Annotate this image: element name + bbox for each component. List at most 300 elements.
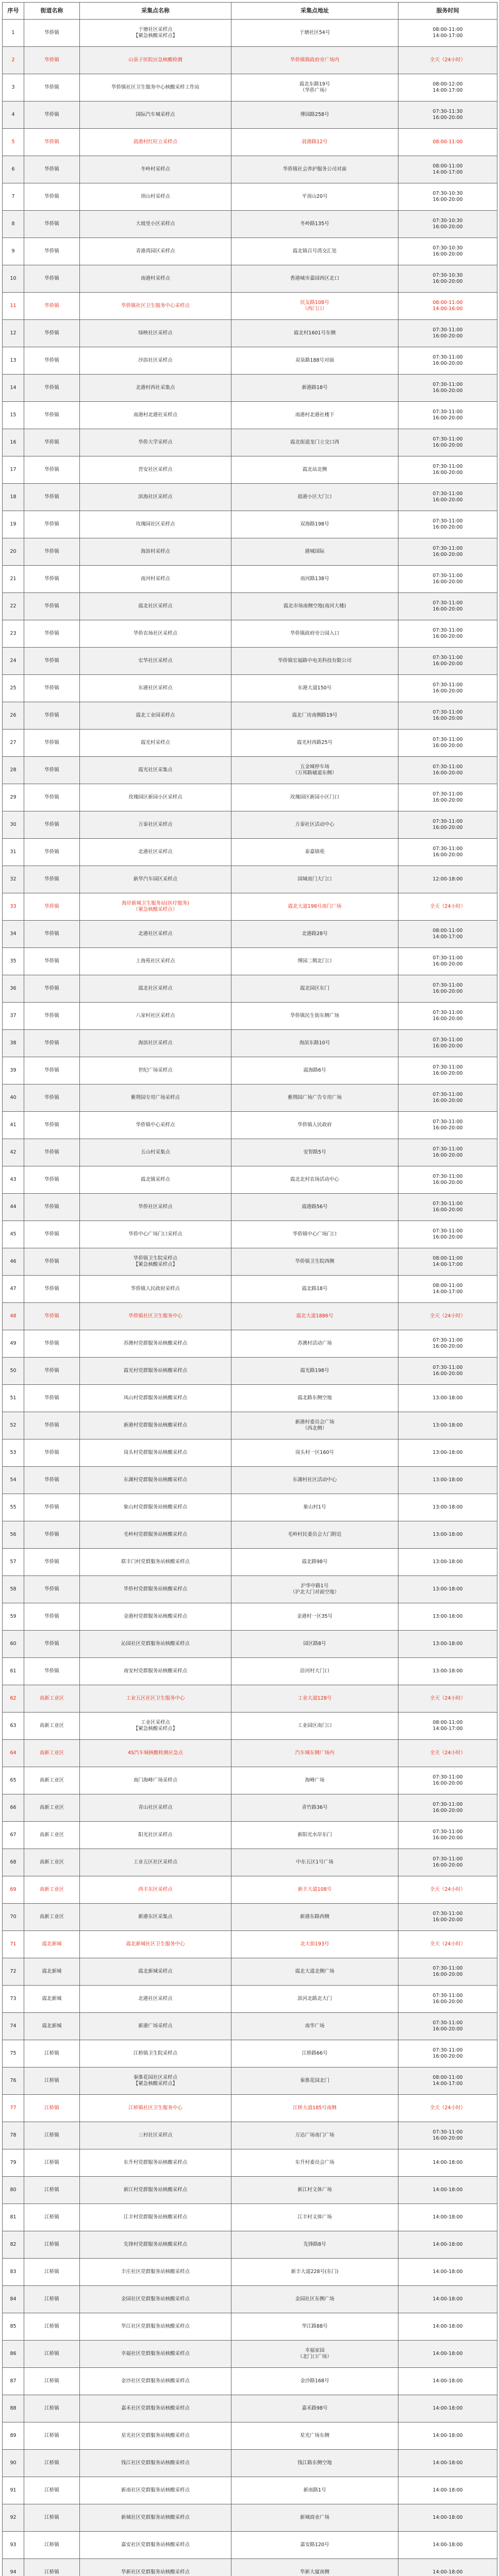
cell-site-address: 华侨镇政府旁公园入口 xyxy=(231,620,398,648)
cell-street-name: 华侨镇 xyxy=(24,156,80,183)
cell-street-name: 华侨镇 xyxy=(24,1521,80,1549)
cell-service-time: 07:30-11:00 16:00-20:00 xyxy=(398,1986,497,2013)
cell-street-name: 华侨镇 xyxy=(24,975,80,1003)
cell-site-name: 东湖村党群服务站核酸采样点 xyxy=(80,1467,231,1494)
cell-street-name: 华侨镇 xyxy=(24,811,80,839)
cell-street-name: 江桥镇 xyxy=(24,2286,80,2313)
cell-service-time: 07:30-11:00 16:00-20:00 xyxy=(398,2122,497,2149)
cell-site-address: 新江村文体广场 xyxy=(231,2177,398,2204)
table-row xyxy=(3,1713,497,1740)
cell-street-name: 江桥镇 xyxy=(24,2313,80,2341)
cell-site-address: 北港路28号 xyxy=(231,921,398,948)
cell-site-name: 晨港村红旺立采样点 xyxy=(80,129,231,156)
table-row xyxy=(3,101,497,129)
cell-service-time: 08:00-11:00 14:00-17:00 xyxy=(398,1248,497,1276)
cell-serial-no: 47 xyxy=(3,1276,24,1303)
cell-service-time: 13:00-18:00 xyxy=(398,1521,497,1549)
cell-service-time: 07:30-11:00 16:00-20:00 xyxy=(398,566,497,593)
cell-site-name: 南安村党群服务站核酸采样点 xyxy=(80,1658,231,1685)
table-row xyxy=(3,648,497,675)
cell-service-time: 全天（24小时） xyxy=(398,1931,497,1958)
table-row xyxy=(3,1330,497,1358)
cell-street-name: 高新工业区 xyxy=(24,1713,80,1740)
cell-site-name: 江丰村党群服务站核酸采样点 xyxy=(80,2204,231,2231)
cell-serial-no: 53 xyxy=(3,1439,24,1467)
cell-site-address: 东湖村社区活动中心 xyxy=(231,1467,398,1494)
cell-street-name: 华侨镇 xyxy=(24,293,80,320)
table-row xyxy=(3,839,497,866)
cell-service-time: 08:00-11:00 14:00-17:00 xyxy=(398,921,497,948)
cell-street-name: 霞北新城 xyxy=(24,1958,80,1986)
table-row xyxy=(3,1521,497,1549)
cell-site-name: 上海苑社区采样点 xyxy=(80,948,231,975)
cell-street-name: 华侨镇 xyxy=(24,129,80,156)
cell-service-time: 13:00-18:00 xyxy=(398,1412,497,1439)
table-row xyxy=(3,1576,497,1603)
cell-service-time: 07:30-11:00 16:00-20:00 xyxy=(398,757,497,784)
cell-serial-no: 20 xyxy=(3,538,24,566)
cell-site-name: 华侨中心广场门口采样点 xyxy=(80,1221,231,1248)
cell-site-name: 万泰社区采样点 xyxy=(80,811,231,839)
table-row xyxy=(3,2149,497,2177)
cell-street-name: 江桥镇 xyxy=(24,2477,80,2504)
cell-street-name: 华侨镇 xyxy=(24,1603,80,1631)
cell-site-name: 海滨社区采样点 xyxy=(80,1030,231,1057)
table-row xyxy=(3,129,497,156)
cell-service-time: 07:30-11:00 16:00-20:00 xyxy=(398,511,497,538)
cell-site-address: 霞光路198号 xyxy=(231,1358,398,1385)
cell-site-address: 华侨镇人民政府 xyxy=(231,1112,398,1139)
table-row xyxy=(3,1003,497,1030)
cell-serial-no: 41 xyxy=(3,1112,24,1139)
cell-site-name: 霞北社区采样点 xyxy=(80,975,231,1003)
cell-serial-no: 44 xyxy=(3,1194,24,1221)
cell-service-time: 07:30-11:00 16:00-20:00 xyxy=(398,1030,497,1057)
cell-site-address: 华新大厦南侧 xyxy=(231,2559,398,2576)
cell-service-time: 全天（24小时） xyxy=(398,47,497,74)
cell-site-address: 霞海路6号 xyxy=(231,1057,398,1084)
cell-site-address: 南河路138号 xyxy=(231,566,398,593)
cell-site-name: 华侨社区采样点 xyxy=(80,1194,231,1221)
cell-site-address: 钱江路东侧空地 xyxy=(231,2450,398,2477)
table-row xyxy=(3,183,497,211)
cell-serial-no: 81 xyxy=(3,2204,24,2231)
table-row xyxy=(3,593,497,620)
cell-site-name: 青港湾园区采样点 xyxy=(80,238,231,265)
cell-site-address: 霞北北村农场活动中心 xyxy=(231,1166,398,1194)
cell-serial-no: 59 xyxy=(3,1603,24,1631)
cell-street-name: 华侨镇 xyxy=(24,893,80,921)
cell-service-time: 14:00-18:00 xyxy=(398,2286,497,2313)
table-row xyxy=(3,347,497,375)
cell-site-address: 霞北大道1886号 xyxy=(231,1303,398,1330)
cell-serial-no: 39 xyxy=(3,1057,24,1084)
cell-site-address: 南港村北港社楼下 xyxy=(231,402,398,429)
cell-service-time: 08:00-11:00 14:00-17:00 xyxy=(398,1713,497,1740)
table-row xyxy=(3,1412,497,1439)
cell-site-name: 新南社区党群服务站核酸采样点 xyxy=(80,2477,231,2504)
cell-service-time: 13:00-18:00 xyxy=(398,1385,497,1412)
table-row xyxy=(3,20,497,47)
cell-site-address: 工业大道128号 xyxy=(231,1685,398,1713)
cell-service-time: 07:30-11:00 16:00-20:00 xyxy=(398,456,497,484)
cell-serial-no: 13 xyxy=(3,347,24,375)
cell-serial-no: 75 xyxy=(3,2040,24,2067)
table-row xyxy=(3,1084,497,1112)
cell-site-address: 紫荆园广场广告专用广场 xyxy=(231,1084,398,1112)
cell-site-address: 泰嘉锦苑 xyxy=(231,839,398,866)
table-row xyxy=(3,375,497,402)
table-row xyxy=(3,921,497,948)
cell-street-name: 高新工业区 xyxy=(24,1767,80,1794)
cell-site-name: 坝山村采样点 xyxy=(80,183,231,211)
cell-site-address: 金港村一区35号 xyxy=(231,1603,398,1631)
table-row xyxy=(3,1631,497,1658)
cell-site-address: 工业园区南门口 xyxy=(231,1713,398,1740)
cell-street-name: 华侨镇 xyxy=(24,402,80,429)
cell-serial-no: 7 xyxy=(3,183,24,211)
cell-site-name: 钱江社区党群服务站核酸采样点 xyxy=(80,2450,231,2477)
cell-site-address: 江丰村文体广场 xyxy=(231,2204,398,2231)
cell-site-name: 南门海峰广场采样点 xyxy=(80,1767,231,1794)
cell-serial-no: 85 xyxy=(3,2313,24,2341)
cell-service-time: 07:30-11:00 16:00-20:00 xyxy=(398,538,497,566)
cell-serial-no: 88 xyxy=(3,2395,24,2422)
cell-serial-no: 11 xyxy=(3,293,24,320)
cell-service-time: 13:00-18:00 xyxy=(398,1631,497,1658)
cell-serial-no: 82 xyxy=(3,2231,24,2259)
table-row xyxy=(3,2368,497,2395)
cell-street-name: 华侨镇 xyxy=(24,1576,80,1603)
cell-site-address: 金沙路168号 xyxy=(231,2368,398,2395)
cell-site-name: 华侨农场社区采样点 xyxy=(80,620,231,648)
cell-serial-no: 77 xyxy=(3,2095,24,2122)
cell-serial-no: 4 xyxy=(3,101,24,129)
table-row xyxy=(3,893,497,921)
cell-site-address: 霞北镇百号湾交汇处 xyxy=(231,238,398,265)
cell-site-address: 博园路258号 xyxy=(231,101,398,129)
cell-site-address: 东港大道150号 xyxy=(231,675,398,702)
cell-serial-no: 38 xyxy=(3,1030,24,1057)
cell-service-time: 07:30-11:00 16:00-20:00 xyxy=(398,1084,497,1112)
cell-serial-no: 14 xyxy=(3,375,24,402)
cell-service-time: 全天（24小时） xyxy=(398,1740,497,1767)
cell-service-time: 14:00-18:00 xyxy=(398,2149,497,2177)
cell-site-name: 青山社区采样点 xyxy=(80,1794,231,1822)
cell-serial-no: 84 xyxy=(3,2286,24,2313)
cell-site-name: 霞光村采样点 xyxy=(80,730,231,757)
cell-site-address: 平顶山20号 xyxy=(231,183,398,211)
table-row xyxy=(3,2504,497,2532)
cell-site-name: 江桥镇社区卫生服务中心 xyxy=(80,2095,231,2122)
cell-service-time: 07:30-11:00 16:00-20:00 xyxy=(398,839,497,866)
cell-serial-no: 93 xyxy=(3,2532,24,2559)
cell-service-time: 07:30-11:00 16:00-20:00 xyxy=(398,429,497,456)
cell-street-name: 江桥镇 xyxy=(24,2504,80,2532)
table-row xyxy=(3,2095,497,2122)
cell-site-address: 晨港路12号 xyxy=(231,129,398,156)
cell-site-name: 大坡里小区采样点 xyxy=(80,211,231,238)
cell-serial-no: 42 xyxy=(3,1139,24,1166)
cell-service-time: 07:30-11:00 16:00-20:00 xyxy=(398,1139,497,1166)
cell-site-name: 沁园社区党群服务站核酸采样点 xyxy=(80,1631,231,1658)
cell-street-name: 华侨镇 xyxy=(24,1439,80,1467)
cell-street-name: 华侨镇 xyxy=(24,675,80,702)
cell-serial-no: 1 xyxy=(3,20,24,47)
cell-service-time: 14:00-18:00 xyxy=(398,2395,497,2422)
cell-site-address: 霞北大道北侧广场 xyxy=(231,1958,398,1986)
cell-service-time: 14:00-18:00 xyxy=(398,2422,497,2450)
cell-street-name: 华侨镇 xyxy=(24,1549,80,1576)
cell-service-time: 13:00-18:00 xyxy=(398,1603,497,1631)
cell-service-time: 14:00-18:00 xyxy=(398,2450,497,2477)
table-row xyxy=(3,1303,497,1330)
cell-street-name: 华侨镇 xyxy=(24,1166,80,1194)
cell-site-address: 霞北大道198号南门广场 xyxy=(231,893,398,921)
cell-serial-no: 26 xyxy=(3,702,24,730)
cell-street-name: 高新工业区 xyxy=(24,1904,80,1931)
table-row xyxy=(3,1931,497,1958)
cell-site-address: 晨港小区大门口 xyxy=(231,484,398,511)
cell-site-name: 霞北新城采样点 xyxy=(80,1958,231,1986)
cell-service-time: 14:00-18:00 xyxy=(398,2559,497,2576)
cell-site-name: 霞北工业园采样点 xyxy=(80,702,231,730)
cell-site-name: 先锋村党群服务站核酸采样点 xyxy=(80,2231,231,2259)
cell-service-time: 07:30-11:00 16:00-20:00 xyxy=(398,1904,497,1931)
cell-serial-no: 64 xyxy=(3,1740,24,1767)
cell-site-name: 华侨村党群服务站核酸采样点 xyxy=(80,1576,231,1603)
cell-street-name: 江桥镇 xyxy=(24,2177,80,2204)
cell-site-name: 晋安社区采样点 xyxy=(80,456,231,484)
cell-street-name: 华侨镇 xyxy=(24,620,80,648)
cell-service-time: 14:00-18:00 xyxy=(398,2177,497,2204)
cell-street-name: 江桥镇 xyxy=(24,2204,80,2231)
table-row xyxy=(3,566,497,593)
table-row xyxy=(3,975,497,1003)
cell-serial-no: 12 xyxy=(3,320,24,347)
cell-service-time: 14:00-18:00 xyxy=(398,2204,497,2231)
cell-service-time: 07:30-11:00 16:00-20:00 xyxy=(398,402,497,429)
cell-serial-no: 28 xyxy=(3,757,24,784)
cell-site-name: 华侨镇社区卫生服务中心 xyxy=(80,1303,231,1330)
header-street-name: 街道名称 xyxy=(24,3,80,20)
cell-street-name: 华侨镇 xyxy=(24,211,80,238)
cell-site-name: 工业五区社区采样点 xyxy=(80,1849,231,1876)
table-row xyxy=(3,1603,497,1631)
cell-site-address: 双泉路188号对面 xyxy=(231,347,398,375)
cell-street-name: 华侨镇 xyxy=(24,484,80,511)
table-row xyxy=(3,1166,497,1194)
table-row xyxy=(3,1112,497,1139)
cell-serial-no: 87 xyxy=(3,2368,24,2395)
table-row xyxy=(3,1986,497,2013)
table-row xyxy=(3,702,497,730)
cell-service-time: 07:30-10:30 16:00-20:00 xyxy=(398,238,497,265)
cell-site-address: 霞北路98号 xyxy=(231,1549,398,1576)
cell-site-name: 4S汽车城核酸检测应急点 xyxy=(80,1740,231,1767)
cell-site-name: 江桥镇卫生院采样点 xyxy=(80,2040,231,2067)
cell-service-time: 07:30-11:00 16:00-20:00 xyxy=(398,1330,497,1358)
cell-site-address: 苏澳村活动广场 xyxy=(231,1330,398,1358)
cell-service-time: 14:00-18:00 xyxy=(398,2231,497,2259)
table-row xyxy=(3,866,497,893)
table-row xyxy=(3,1139,497,1166)
cell-site-name: 华侨镇社区卫生服务中心采样点 xyxy=(80,293,231,320)
table-row xyxy=(3,538,497,566)
cell-site-address: 霞北村1601号东侧 xyxy=(231,320,398,347)
table-row xyxy=(3,2067,497,2095)
cell-site-address: 霞北厂房南侧路19号 xyxy=(231,702,398,730)
cell-street-name: 华侨镇 xyxy=(24,921,80,948)
cell-street-name: 华侨镇 xyxy=(24,1412,80,1439)
cell-serial-no: 29 xyxy=(3,784,24,811)
cell-service-time: 07:30-11:00 16:00-20:00 xyxy=(398,1057,497,1084)
cell-serial-no: 49 xyxy=(3,1330,24,1358)
cell-serial-no: 22 xyxy=(3,593,24,620)
cell-site-name: 海滨村采样点 xyxy=(80,538,231,566)
table-row xyxy=(3,156,497,183)
cell-serial-no: 34 xyxy=(3,921,24,948)
table-row xyxy=(3,1385,497,1412)
cell-street-name: 华侨镇 xyxy=(24,538,80,566)
cell-street-name: 江桥镇 xyxy=(24,2341,80,2368)
cell-street-name: 华侨镇 xyxy=(24,1385,80,1412)
cell-serial-no: 32 xyxy=(3,866,24,893)
cell-service-time: 07:30-10:30 16:00-20:00 xyxy=(398,211,497,238)
table-row xyxy=(3,1030,497,1057)
table-row xyxy=(3,1057,497,1084)
cell-site-name: 霞北镇采样点 xyxy=(80,1166,231,1194)
cell-service-time: 07:30-11:00 16:00-20:00 xyxy=(398,375,497,402)
cell-serial-no: 89 xyxy=(3,2422,24,2450)
cell-street-name: 华侨镇 xyxy=(24,566,80,593)
cell-serial-no: 36 xyxy=(3,975,24,1003)
table-row xyxy=(3,429,497,456)
cell-site-address: 华侨镇中心广场门口 xyxy=(231,1221,398,1248)
cell-site-address: 安智路5号 xyxy=(231,1139,398,1166)
cell-site-name: 北港村西社采集点 xyxy=(80,375,231,402)
cell-street-name: 华侨镇 xyxy=(24,20,80,47)
cell-site-address: 海滨东路10号 xyxy=(231,1030,398,1057)
cell-serial-no: 92 xyxy=(3,2504,24,2532)
cell-site-name: 嘉安社区党群服务站核酸采样点 xyxy=(80,2532,231,2559)
cell-site-name: 北港社区采样点 xyxy=(80,839,231,866)
cell-service-time: 07:30-11:00 16:00-20:00 xyxy=(398,975,497,1003)
table-row xyxy=(3,1194,497,1221)
cell-site-address: 华侨镇社会养护服务公司对面 xyxy=(231,156,398,183)
table-row xyxy=(3,2177,497,2204)
cell-site-address: 霞北街道龙门立交口西 xyxy=(231,429,398,456)
cell-street-name: 华侨镇 xyxy=(24,238,80,265)
cell-site-name: 岗头村党群服务站核酸采样点 xyxy=(80,1439,231,1467)
cell-serial-no: 30 xyxy=(3,811,24,839)
cell-street-name: 华侨镇 xyxy=(24,265,80,293)
cell-site-address: 玫瑰园区新园小区门口 xyxy=(231,784,398,811)
table-row xyxy=(3,948,497,975)
cell-site-address: 秦淮花园北门 xyxy=(231,2067,398,2095)
table-row xyxy=(3,2450,497,2477)
cell-site-name: 绿映社区采样点 xyxy=(80,320,231,347)
cell-site-address: 园区路8号 xyxy=(231,1631,398,1658)
cell-street-name: 江桥镇 xyxy=(24,2532,80,2559)
table-row xyxy=(3,2395,497,2422)
cell-serial-no: 2 xyxy=(3,47,24,74)
cell-site-name: 金港村党群服务站核酸采样点 xyxy=(80,1603,231,1631)
cell-service-time: 12:00-18:00 xyxy=(398,866,497,893)
table-row xyxy=(3,47,497,74)
cell-street-name: 华侨镇 xyxy=(24,1084,80,1112)
cell-site-name: 西丰东区采样点 xyxy=(80,1876,231,1904)
cell-serial-no: 40 xyxy=(3,1084,24,1112)
cell-site-name: 三村社区采样点 xyxy=(80,2122,231,2149)
cell-service-time: 全天（24小时） xyxy=(398,1876,497,1904)
table-row xyxy=(3,265,497,293)
cell-serial-no: 37 xyxy=(3,1003,24,1030)
cell-site-address: 霞北站北侧 xyxy=(231,456,398,484)
cell-street-name: 江桥镇 xyxy=(24,2231,80,2259)
cell-service-time: 07:30-11:00 16:00-20:00 xyxy=(398,347,497,375)
header-site-name: 采集点名称 xyxy=(80,3,231,20)
cell-serial-no: 9 xyxy=(3,238,24,265)
cell-street-name: 华侨镇 xyxy=(24,1276,80,1303)
cell-site-address: 华江路88号 xyxy=(231,2313,398,2341)
cell-serial-no: 58 xyxy=(3,1576,24,1603)
cell-street-name: 华侨镇 xyxy=(24,429,80,456)
cell-service-time: 08:00-11:00 xyxy=(398,129,497,156)
cell-street-name: 华侨镇 xyxy=(24,757,80,784)
cell-street-name: 江桥镇 xyxy=(24,2259,80,2286)
cell-street-name: 华侨镇 xyxy=(24,1221,80,1248)
table-row xyxy=(3,2422,497,2450)
table-row xyxy=(3,1685,497,1713)
cell-service-time: 07:30-11:00 16:00-20:00 xyxy=(398,1822,497,1849)
cell-street-name: 华侨镇 xyxy=(24,456,80,484)
cell-site-name: 嘉禾社区党群服务站核酸采样点 xyxy=(80,2395,231,2422)
cell-site-address: 香港城市嘉园西区北口 xyxy=(231,265,398,293)
cell-serial-no: 60 xyxy=(3,1631,24,1658)
cell-site-address: 华侨镇镇政府旁广场内 xyxy=(231,47,398,74)
cell-serial-no: 23 xyxy=(3,620,24,648)
cell-service-time: 14:00-18:00 xyxy=(398,2368,497,2395)
table-row xyxy=(3,2259,497,2286)
cell-service-time: 07:30-11:00 16:00-20:00 xyxy=(398,1003,497,1030)
table-row xyxy=(3,2477,497,2504)
cell-service-time: 14:00-18:00 xyxy=(398,2477,497,2504)
cell-site-name: 新华汽车园区采样点 xyxy=(80,866,231,893)
cell-street-name: 华侨镇 xyxy=(24,320,80,347)
cell-service-time: 07:30-11:00 16:00-20:00 xyxy=(398,2013,497,2040)
cell-service-time: 07:30-11:00 16:00-20:00 xyxy=(398,730,497,757)
header-row xyxy=(3,3,497,20)
cell-street-name: 华侨镇 xyxy=(24,1003,80,1030)
cell-site-name: 新港村党群服务站核酸采样点 xyxy=(80,1412,231,1439)
cell-serial-no: 15 xyxy=(3,402,24,429)
cell-serial-no: 76 xyxy=(3,2067,24,2095)
cell-street-name: 霞北新城 xyxy=(24,1931,80,1958)
cell-site-name: 东升村党群服务站核酸采样点 xyxy=(80,2149,231,2177)
table-row xyxy=(3,1958,497,1986)
cell-serial-no: 71 xyxy=(3,1931,24,1958)
cell-service-time: 08:00-11:00 14:00-17:00 xyxy=(398,2067,497,2095)
cell-site-address: 国城南门大门口 xyxy=(231,866,398,893)
cell-site-address: 霞北园区东门 xyxy=(231,975,398,1003)
cell-service-time: 全天（24小时） xyxy=(398,2095,497,2122)
table-row xyxy=(3,2286,497,2313)
cell-street-name: 江桥镇 xyxy=(24,2450,80,2477)
cell-serial-no: 86 xyxy=(3,2341,24,2368)
cell-street-name: 华侨镇 xyxy=(24,101,80,129)
cell-site-name: 丰庄社区党群服务站核酸采样点 xyxy=(80,2259,231,2286)
